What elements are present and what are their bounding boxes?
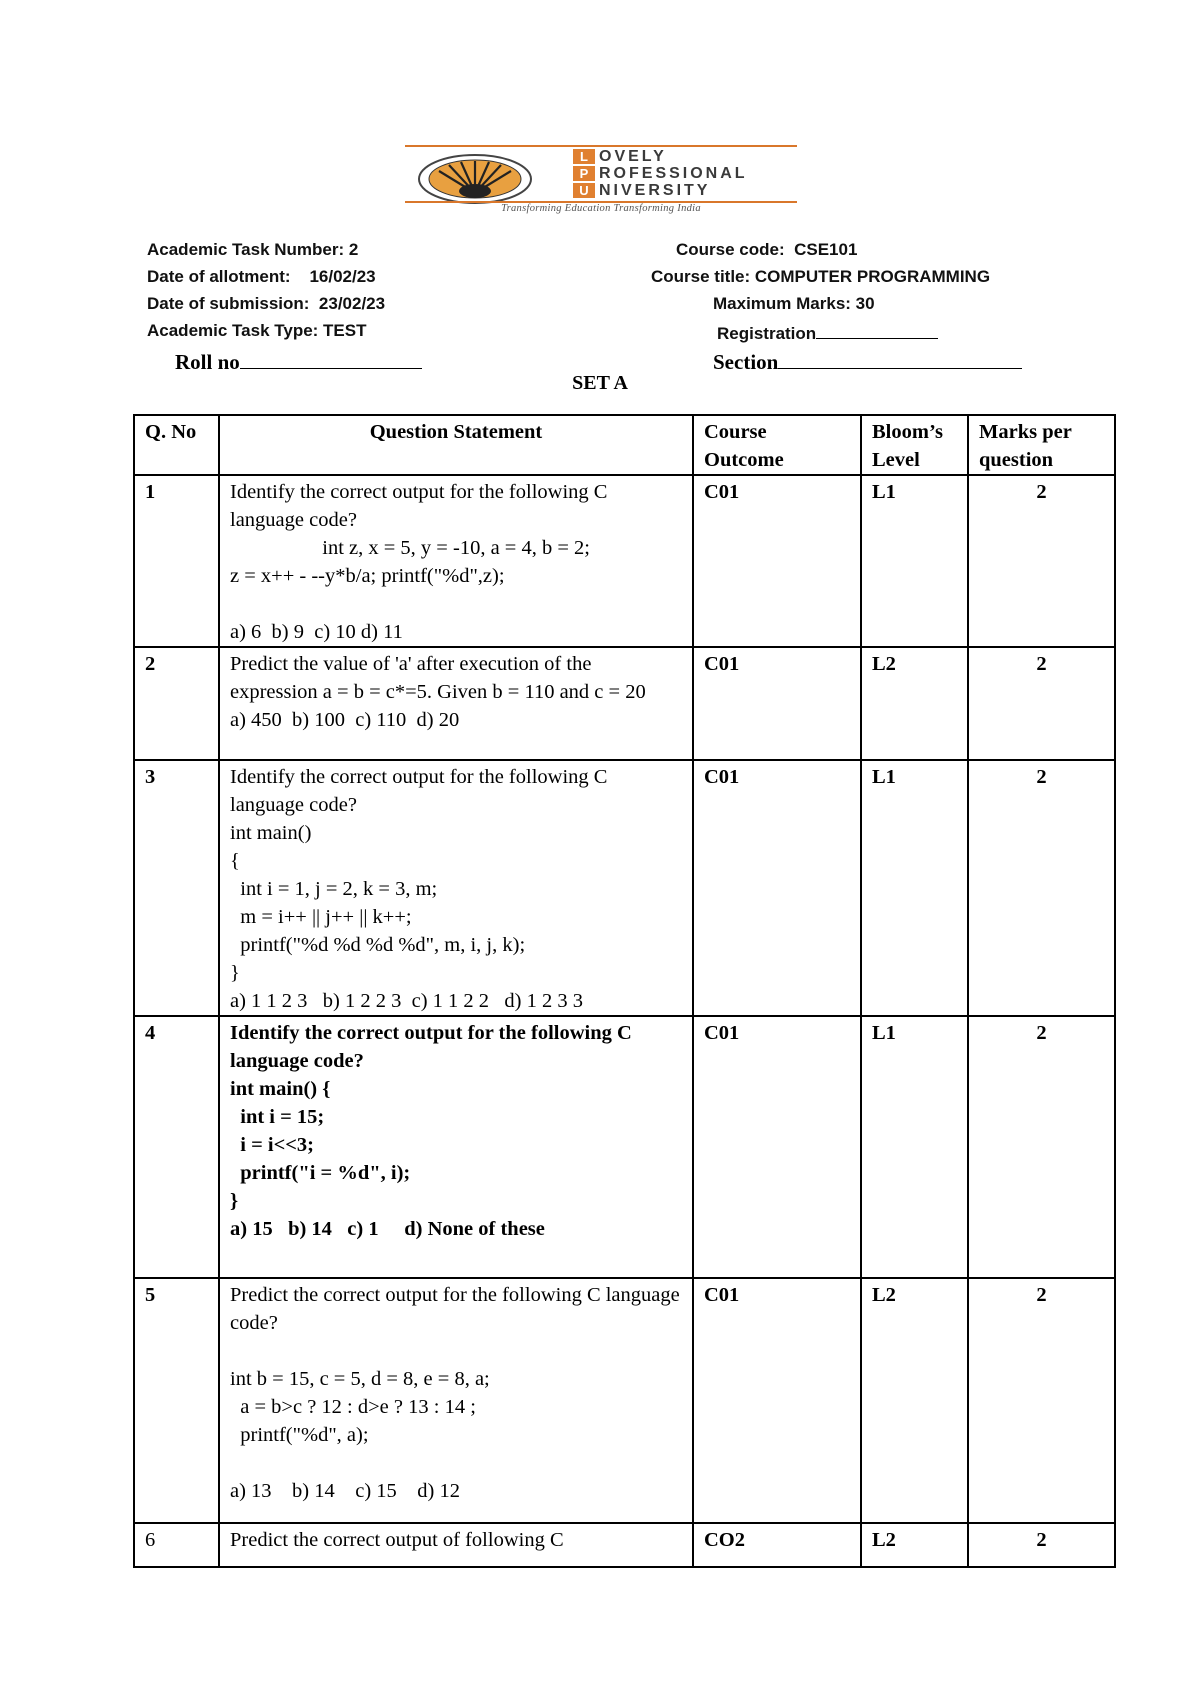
course-outcome: C01 — [693, 647, 861, 760]
blooms-level: L1 — [861, 475, 968, 647]
header-qno: Q. No — [134, 415, 219, 475]
table-row — [134, 760, 1115, 1016]
question-number: 3 — [134, 760, 219, 1016]
table-row — [134, 647, 1115, 760]
code-line: printf("%d", a); — [230, 1424, 369, 1446]
university-logo — [405, 145, 797, 217]
marks: 2 — [968, 760, 1115, 1016]
blooms-level: L2 — [861, 647, 968, 760]
question-statement — [219, 1523, 693, 1567]
academic-task-number: Academic Task Number: 2 — [147, 240, 359, 259]
answer-options: a) 450 b) 100 c) 110 d) 20 — [230, 709, 460, 731]
code-line: i = i<<3; — [230, 1134, 315, 1156]
blooms-level: L2 — [861, 1278, 968, 1523]
logo-word-lovely: OVELY — [599, 148, 667, 165]
set-label: SET A — [572, 372, 628, 394]
statement-line: Predict the correct output of following C — [230, 1529, 564, 1551]
marks: 2 — [968, 647, 1115, 760]
blooms-level: L2 — [861, 1523, 968, 1567]
table-row — [134, 1278, 1115, 1523]
registration-field[interactable] — [717, 321, 938, 344]
logo-word-professional: ROFESSIONAL — [599, 165, 748, 182]
statement-line: Identify the correct output for the following C language code? — [230, 481, 613, 531]
code-line: printf("i = %d", i); — [230, 1162, 411, 1184]
roll-no-field[interactable] — [175, 347, 422, 375]
marks: 2 — [968, 475, 1115, 647]
code-line: printf("%d %d %d %d", m, i, j, k); — [230, 934, 526, 956]
statement-line: int z, x = 5, y = -10, a = 4, b = 2; — [230, 537, 590, 559]
marks: 2 — [968, 1016, 1115, 1278]
logo-tagline: Transforming Education Transforming India — [501, 203, 701, 214]
course-outcome: C01 — [693, 760, 861, 1016]
question-number: 6 — [134, 1523, 219, 1567]
section-blank[interactable] — [778, 347, 1022, 369]
table-row — [134, 1523, 1115, 1567]
course-outcome: C01 — [693, 475, 861, 647]
logo-letter-p: P — [573, 166, 595, 181]
statement-line: Identify the correct output for the following C language code? — [230, 766, 613, 816]
code-line: int i = 15; — [230, 1106, 325, 1128]
course-title: Course title: COMPUTER PROGRAMMING — [651, 267, 991, 286]
header-course-outcome: Course Outcome — [693, 415, 861, 475]
code-line: a = b>c ? 12 : d>e ? 13 : 14 ; — [230, 1396, 476, 1418]
question-number: 2 — [134, 647, 219, 760]
code-line: int main() — [230, 822, 312, 844]
answer-options: a) 13 b) 14 c) 15 d) 12 — [230, 1480, 461, 1502]
marks: 2 — [968, 1523, 1115, 1567]
date-of-submission: Date of submission: 23/02/23 — [147, 294, 386, 313]
question-statement — [219, 647, 693, 760]
question-number: 4 — [134, 1016, 219, 1278]
section-field[interactable] — [713, 347, 1022, 375]
code-line: { — [230, 850, 240, 872]
section-label: Section — [713, 350, 779, 374]
question-number: 1 — [134, 475, 219, 647]
academic-task-type: Academic Task Type: TEST — [147, 321, 367, 340]
code-line: int i = 1, j = 2, k = 3, m; — [230, 878, 438, 900]
question-statement — [219, 475, 693, 647]
question-statement — [219, 760, 693, 1016]
statement-blank-line — [230, 590, 682, 618]
roll-no-blank[interactable] — [240, 347, 422, 369]
answer-options: a) 1 1 2 3 b) 1 2 2 3 c) 1 1 2 2 d) 1 2 3 3 — [230, 990, 584, 1012]
code-line: } — [230, 1190, 239, 1212]
header-question-statement: Question Statement — [219, 415, 693, 475]
code-line: } — [230, 962, 240, 984]
question-statement — [219, 1278, 693, 1523]
question-number: 5 — [134, 1278, 219, 1523]
course-outcome: C01 — [693, 1016, 861, 1278]
answer-options: a) 6 b) 9 c) 10 d) 11 — [230, 621, 403, 643]
answer-options: a) 15 b) 14 c) 1 d) None of these — [230, 1218, 545, 1240]
header-marks-per-question: Marks per question — [968, 415, 1115, 475]
table-row — [134, 475, 1115, 647]
statement-blank-line — [230, 1449, 682, 1477]
statement-line: Predict the value of 'a' after execution of the expression a = b = c*=5. Given b = 110 and c = 20 — [230, 653, 646, 703]
statement-line: z = x++ - --y*b/a; printf("%d",z); — [230, 565, 505, 587]
roll-no-label: Roll no — [175, 350, 240, 374]
registration-label: Registration — [717, 324, 817, 343]
statement-blank-line — [230, 1337, 682, 1365]
logo-seal-icon — [417, 153, 533, 205]
logo-letter-u: U — [573, 183, 595, 198]
registration-blank[interactable] — [816, 321, 938, 339]
course-outcome: CO2 — [693, 1523, 861, 1567]
table-row — [134, 1016, 1115, 1278]
maximum-marks: Maximum Marks: 30 — [713, 294, 875, 313]
code-line: int b = 15, c = 5, d = 8, e = 8, a; — [230, 1368, 490, 1390]
blooms-level: L1 — [861, 760, 968, 1016]
code-line: m = i++ || j++ || k++; — [230, 906, 412, 928]
logo-letter-l: L — [573, 149, 595, 164]
question-statement — [219, 1016, 693, 1278]
statement-line: Predict the correct output for the following C language code? — [230, 1284, 685, 1334]
table-header-row — [134, 415, 1115, 475]
marks: 2 — [968, 1278, 1115, 1523]
statement-line: Identify the correct output for the following C language code? — [230, 1022, 637, 1072]
question-table — [133, 414, 1116, 1568]
logo-top-rule — [405, 145, 797, 147]
date-of-allotment: Date of allotment: 16/02/23 — [147, 267, 376, 286]
code-line: int main() { — [230, 1078, 331, 1100]
course-outcome: C01 — [693, 1278, 861, 1523]
header-blooms-level: Bloom’s Level — [861, 415, 968, 475]
course-code: Course code: CSE101 — [676, 240, 858, 259]
blooms-level: L1 — [861, 1016, 968, 1278]
logo-word-university: NIVERSITY — [599, 182, 711, 199]
